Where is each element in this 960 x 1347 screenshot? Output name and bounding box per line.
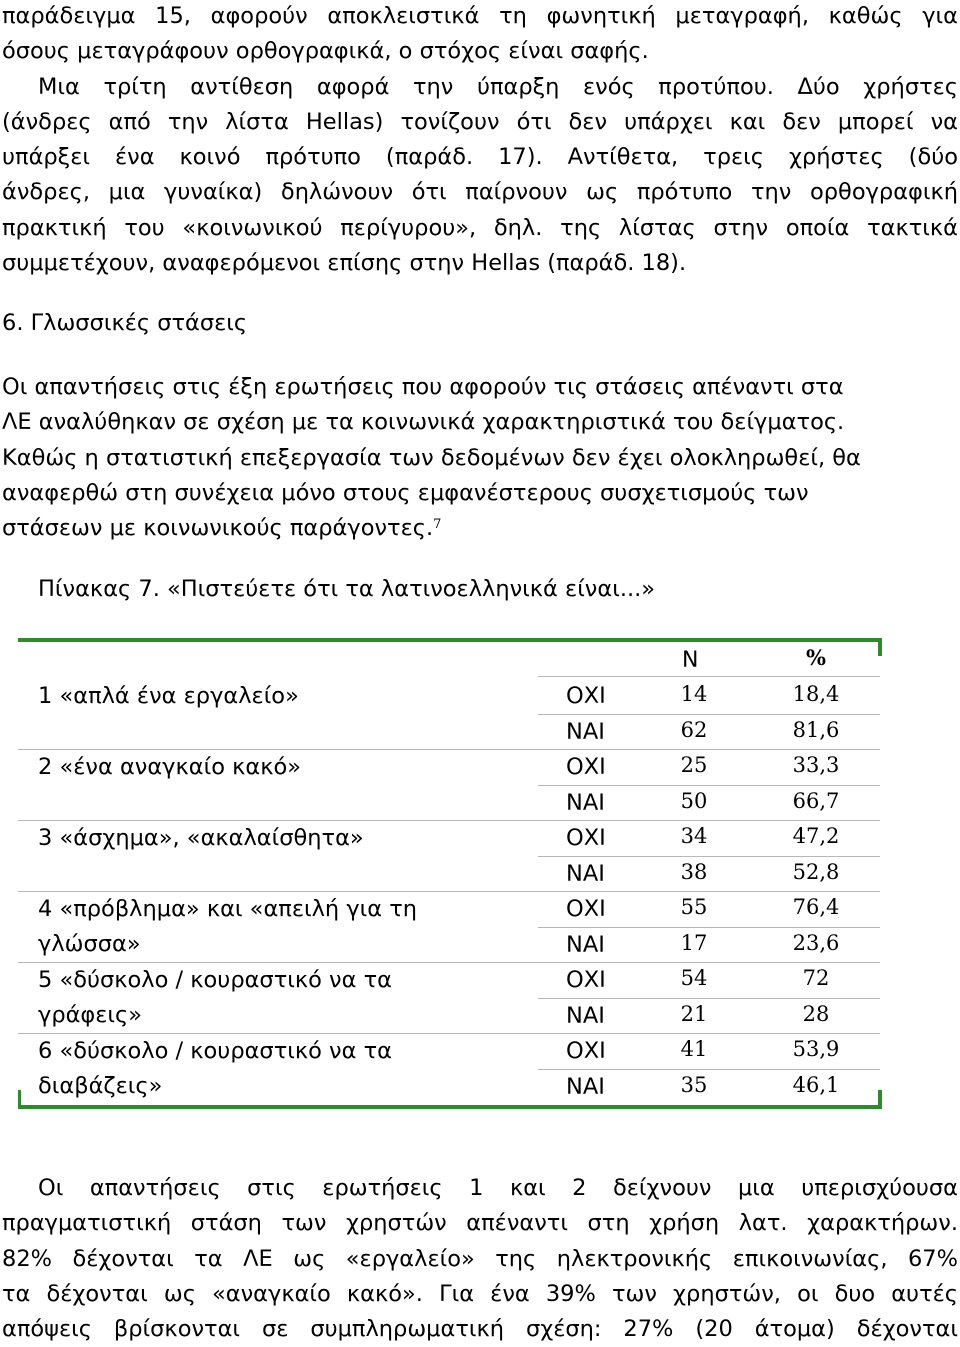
percent-cell: 28 (802, 1001, 830, 1026)
answer-label: ΟΧΙ (566, 967, 606, 993)
text-line: Οι απαντήσεις στις έξη ερωτήσεις που αφορούν τις στάσεις απέναντι στα (2, 374, 844, 400)
count-cell: 14 (680, 682, 708, 706)
text-line: Μια τρίτη αντίθεση αφορά την ύπαρξη ενός προτύπου. Δύο χρήστες (38, 73, 958, 100)
table-caption: Πίνακας 7. «Πιστεύετε ότι τα λατινοελληνικά είναι...» (38, 576, 656, 602)
text-line: απόψεις βρίσκονται σε συμπληρωματική σχέση: 27% (20 άτομα) δέχονται (2, 1316, 958, 1343)
table-row-rule (538, 714, 880, 715)
table-row-rule (538, 998, 880, 999)
table-row-rule (538, 927, 880, 928)
table-left-rule (18, 1090, 21, 1108)
text-line: Οι απαντήσεις στις ερωτήσεις 1 και 2 δείχνουν μια υπερισχύουσα (38, 1175, 958, 1201)
table-row-rule (538, 1069, 880, 1070)
percent-cell: 72 (802, 966, 830, 990)
section-heading: 6. Γλωσσικές στάσεις (2, 310, 248, 336)
table-top-rule (18, 638, 882, 642)
percent-cell: 52,8 (792, 859, 840, 884)
table-row-rule (538, 676, 880, 677)
text-line: 82% δέχονται τα ΛΕ ως «εργαλείο» της ηλεκτρονικής επικοινωνίας, 67% (2, 1245, 958, 1272)
answer-label: ΝΑΙ (566, 860, 605, 887)
answer-label: ΝΑΙ (566, 931, 605, 958)
text-line: πρακτική του «κοινωνικού περίγυρου», δηλ. της λίστας στην οποία τακτικά (2, 214, 958, 241)
percent-cell: 46,1 (792, 1072, 840, 1097)
percent-cell: 53,9 (792, 1037, 840, 1061)
text-line: όσους μεταγράφουν ορθογραφικά, ο στόχος είναι σαφής. (2, 38, 649, 65)
answer-label: ΝΑΙ (566, 718, 605, 745)
percent-cell: 23,6 (792, 930, 840, 955)
count-cell: 50 (680, 788, 708, 813)
text-line: τα δέχονται ως «αναγκαίο κακό». Για ένα 39% των χρηστών, οι δυο αυτές (2, 1280, 958, 1307)
text-line: αναφερθώ στη συνέχεια μόνο στους εμφανέστερους συσχετισμούς των (2, 479, 809, 506)
percent-cell: 18,4 (792, 682, 840, 706)
count-cell: 55 (680, 895, 708, 919)
count-cell: 62 (680, 717, 708, 742)
count-cell: 25 (680, 753, 708, 777)
table-right-rule-bottom (878, 1090, 882, 1108)
percent-cell: 76,4 (792, 895, 840, 919)
header-n: Ν (682, 648, 699, 673)
answer-label: ΝΑΙ (566, 1073, 605, 1100)
count-cell: 34 (680, 824, 708, 848)
question-label: 2 «ένα αναγκαίο κακό» (38, 754, 302, 780)
table-row-rule (538, 856, 880, 857)
percent-cell: 81,6 (792, 717, 840, 742)
text-line: άνδρες, μια γυναίκα) δηλώνουν ότι παίρνουν ως πρότυπο την ορθογραφική (2, 179, 958, 206)
count-cell: 54 (680, 966, 708, 990)
count-cell: 17 (680, 930, 708, 955)
text-line: στάσεων με κοινωνικούς παράγοντες.$^7$ (2, 515, 442, 542)
count-cell: 38 (680, 859, 708, 884)
count-cell: 41 (680, 1037, 708, 1061)
text-line: παράδειγμα 15, αφορούν αποκλειστικά τη φωνητική μεταγραφή, καθώς για (2, 3, 958, 29)
table-right-rule (878, 638, 882, 656)
paragraph-1 (2, 0, 958, 281)
question-label: 3 «άσχημα», «ακαλαίσθητα» (38, 825, 364, 851)
answer-label: ΟΧΙ (566, 825, 606, 851)
text-line: Καθώς η στατιστική επεξεργασία των δεδομένων δεν έχει ολοκληρωθεί, θα (2, 444, 861, 471)
question-label: 1 «απλά ένα εργαλείο» (38, 683, 299, 709)
answer-label: ΟΧΙ (566, 683, 606, 709)
text-line: πραγματιστική στάση των χρηστών απέναντι στη χρήση λατ. χαρακτήρων. (2, 1210, 958, 1237)
answer-label: ΟΧΙ (566, 754, 606, 780)
paragraph-3 (2, 1171, 958, 1347)
header-percent: % (806, 645, 826, 670)
text-line: συμμετέχουν, αναφερόμενοι επίσης στην Hellas (παράδ. 18). (2, 250, 687, 277)
paragraph-2 (2, 370, 958, 546)
count-cell: 35 (680, 1072, 708, 1097)
table-row-rule (538, 785, 880, 786)
answer-label: ΝΑΙ (566, 1002, 605, 1029)
question-label: 4 «πρόβλημα» και «απειλή για τη γλώσσα» (38, 896, 418, 957)
answer-label: ΟΧΙ (566, 896, 606, 922)
count-cell: 21 (680, 1001, 708, 1026)
answer-label: ΟΧΙ (566, 1038, 606, 1064)
text-line: ΛΕ αναλύθηκαν σε σχέση με τα κοινωνικά χαρακτηριστικά του δείγματος. (2, 409, 845, 436)
question-label: 6 «δύσκολο / κουραστικό να τα διαβάζεις» (38, 1038, 392, 1099)
text-line: υπάρξει ένα κοινό πρότυπο (παράδ. 17). Αντίθετα, τρεις χρήστες (δύο (2, 144, 958, 171)
percent-cell: 47,2 (792, 824, 840, 848)
text-line: (άνδρες από την λίστα Hellas) τονίζουν ότι δεν υπάρχει και δεν μπορεί να (2, 108, 958, 135)
question-label: 5 «δύσκολο / κουραστικό να τα γράφεις» (38, 967, 392, 1028)
table-bottom-rule (18, 1105, 882, 1109)
percent-cell: 66,7 (792, 788, 840, 813)
percent-cell: 33,3 (792, 753, 840, 777)
footnote-mark[interactable]: 7 (433, 517, 442, 533)
answer-label: ΝΑΙ (566, 789, 605, 816)
